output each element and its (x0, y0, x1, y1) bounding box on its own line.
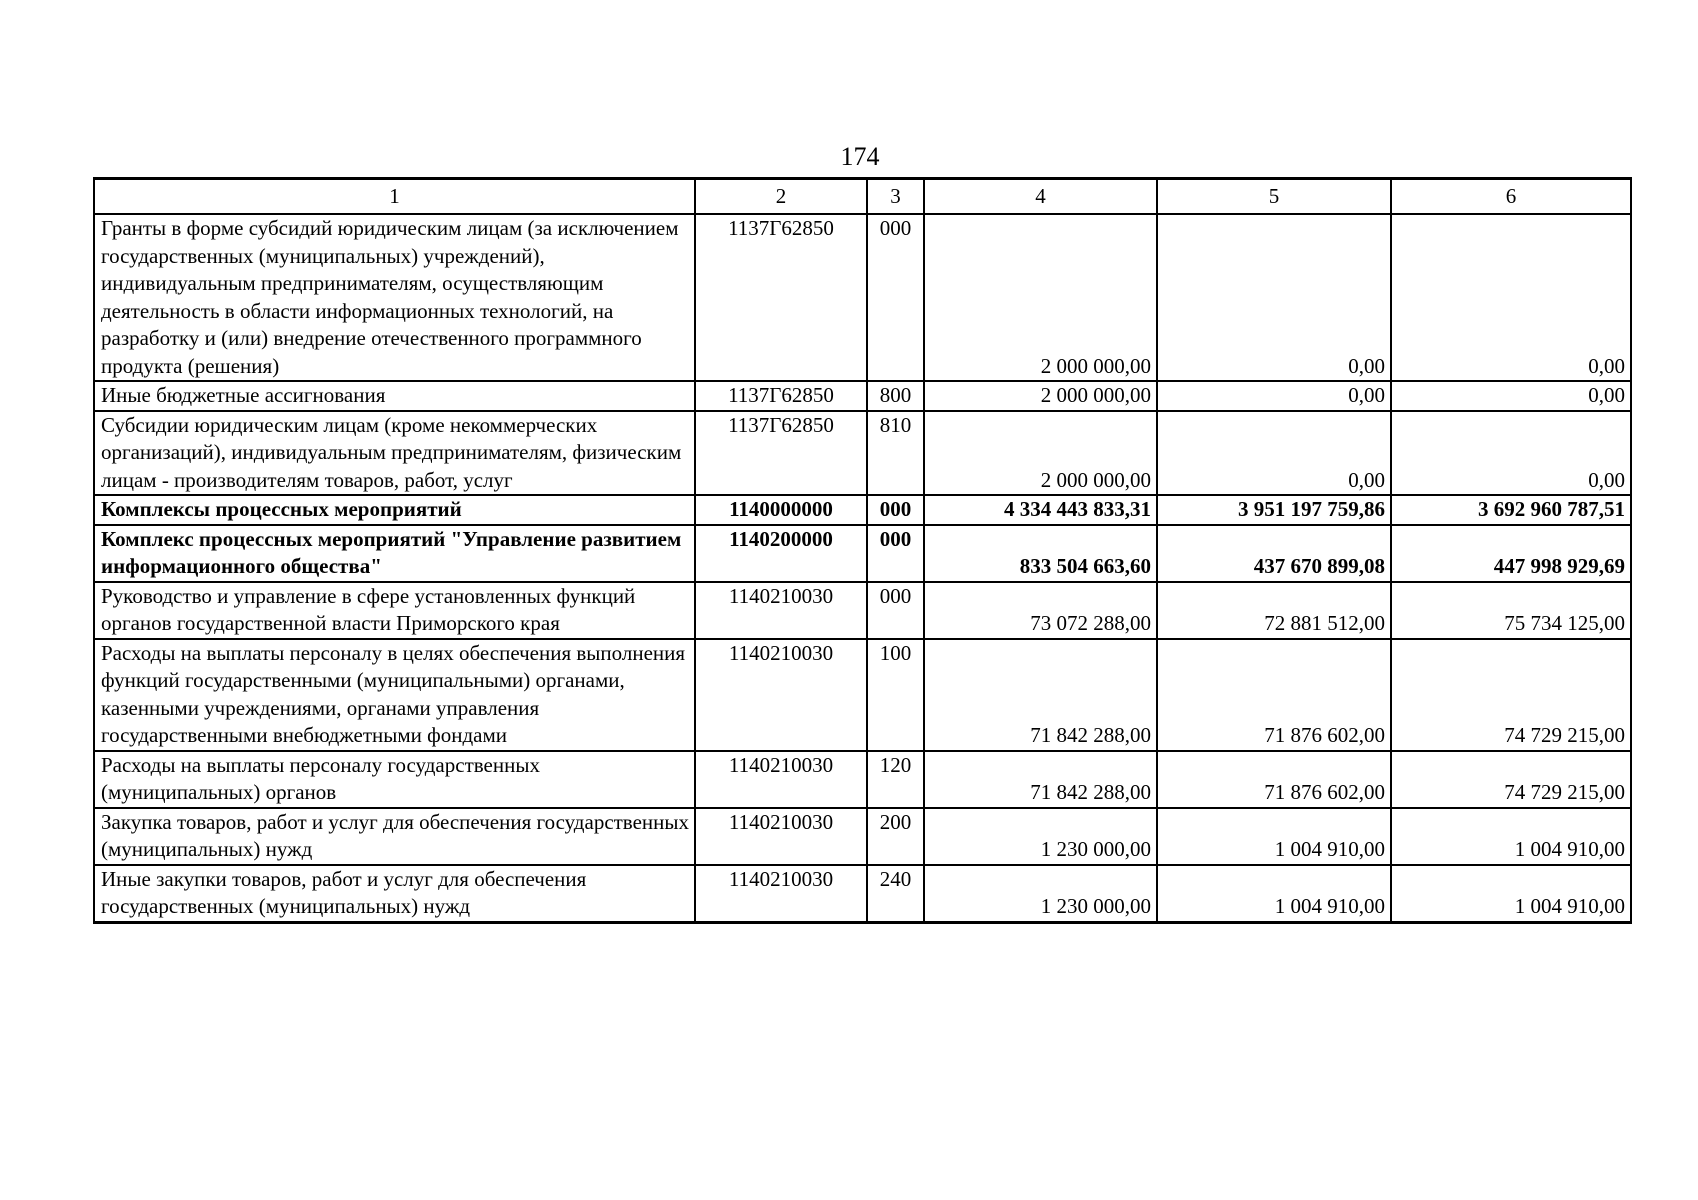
row-amount-col6: 74 729 215,00 (1391, 751, 1631, 808)
row-name: Гранты в форме субсидий юридическим лицам (за исключением государственных (муниципальных) учреждений), индивидуальным предпринимателям, осуществляющим деятельность в области информационных технологий, на разработку и (или) внедрение отечественного программного продукта (решения) (94, 214, 695, 381)
row-name: Комплекс процессных мероприятий "Управление развитием информационного общества" (94, 525, 695, 582)
row-target-code: 1140210030 (695, 751, 867, 808)
table-row (94, 381, 1631, 411)
row-target-code: 1137Г62850 (695, 381, 867, 411)
row-name: Закупка товаров, работ и услуг для обеспечения государственных (муниципальных) нужд (94, 808, 695, 865)
table-row (94, 214, 1631, 381)
row-name: Расходы на выплаты персоналу государственных (муниципальных) органов (94, 751, 695, 808)
row-amount-col5: 1 004 910,00 (1157, 808, 1391, 865)
table-row (94, 411, 1631, 496)
row-target-code: 1140000000 (695, 495, 867, 525)
column-header-6: 6 (1391, 179, 1631, 215)
row-amount-col4: 73 072 288,00 (924, 582, 1157, 639)
row-name: Комплексы процессных мероприятий (94, 495, 695, 525)
column-header-2: 2 (695, 179, 867, 215)
row-amount-col6: 0,00 (1391, 411, 1631, 496)
row-name: Субсидии юридическим лицам (кроме некоммерческих организаций), индивидуальным предпринимателям, физическим лицам - производителям товаров, работ, услуг (94, 411, 695, 496)
row-amount-col5: 0,00 (1157, 381, 1391, 411)
column-header-3: 3 (867, 179, 924, 215)
row-amount-col4: 833 504 663,60 (924, 525, 1157, 582)
page-number: 174 (840, 142, 880, 171)
row-expense-type: 240 (867, 865, 924, 923)
row-expense-type: 200 (867, 808, 924, 865)
row-amount-col4: 2 000 000,00 (924, 411, 1157, 496)
row-amount-col4: 4 334 443 833,31 (924, 495, 1157, 525)
row-target-code: 1140210030 (695, 808, 867, 865)
table-row (94, 751, 1631, 808)
row-amount-col6: 0,00 (1391, 381, 1631, 411)
row-amount-col5: 0,00 (1157, 411, 1391, 496)
row-amount-col4: 71 842 288,00 (924, 639, 1157, 751)
table-row-subtotal (94, 495, 1631, 525)
row-amount-col5: 3 951 197 759,86 (1157, 495, 1391, 525)
row-expense-type: 000 (867, 214, 924, 381)
row-amount-col4: 2 000 000,00 (924, 214, 1157, 381)
table-row-subtotal (94, 525, 1631, 582)
row-amount-col5: 71 876 602,00 (1157, 751, 1391, 808)
row-amount-col6: 3 692 960 787,51 (1391, 495, 1631, 525)
row-expense-type: 000 (867, 495, 924, 525)
row-target-code: 1140210030 (695, 582, 867, 639)
column-header-1: 1 (94, 179, 695, 215)
row-expense-type: 000 (867, 525, 924, 582)
table-row (94, 582, 1631, 639)
row-amount-col6: 1 004 910,00 (1391, 865, 1631, 923)
row-expense-type: 000 (867, 582, 924, 639)
row-expense-type: 120 (867, 751, 924, 808)
row-amount-col4: 1 230 000,00 (924, 865, 1157, 923)
row-amount-col6: 447 998 929,69 (1391, 525, 1631, 582)
table-row (94, 865, 1631, 923)
table-header-row (94, 179, 1631, 215)
column-header-5: 5 (1157, 179, 1391, 215)
column-header-4: 4 (924, 179, 1157, 215)
row-amount-col6: 75 734 125,00 (1391, 582, 1631, 639)
table-row (94, 639, 1631, 751)
row-target-code: 1140200000 (695, 525, 867, 582)
row-amount-col6: 1 004 910,00 (1391, 808, 1631, 865)
row-amount-col4: 71 842 288,00 (924, 751, 1157, 808)
row-name: Иные закупки товаров, работ и услуг для обеспечения государственных (муниципальных) нужд (94, 865, 695, 923)
row-expense-type: 100 (867, 639, 924, 751)
row-name: Руководство и управление в сфере установленных функций органов государственной власти Приморского края (94, 582, 695, 639)
row-target-code: 1137Г62850 (695, 411, 867, 496)
row-amount-col6: 0,00 (1391, 214, 1631, 381)
row-amount-col5: 437 670 899,08 (1157, 525, 1391, 582)
row-target-code: 1137Г62850 (695, 214, 867, 381)
row-target-code: 1140210030 (695, 639, 867, 751)
row-name: Иные бюджетные ассигнования (94, 381, 695, 411)
row-amount-col4: 2 000 000,00 (924, 381, 1157, 411)
table-row (94, 808, 1631, 865)
row-amount-col5: 71 876 602,00 (1157, 639, 1391, 751)
row-amount-col5: 72 881 512,00 (1157, 582, 1391, 639)
row-amount-col5: 0,00 (1157, 214, 1391, 381)
row-target-code: 1140210030 (695, 865, 867, 923)
row-expense-type: 800 (867, 381, 924, 411)
row-name: Расходы на выплаты персоналу в целях обеспечения выполнения функций государственными (муниципальными) органами, казенными учреждениями, органами управления государственными внебюджетными фондами (94, 639, 695, 751)
budget-table (93, 177, 1632, 924)
row-amount-col6: 74 729 215,00 (1391, 639, 1631, 751)
row-amount-col5: 1 004 910,00 (1157, 865, 1391, 923)
row-expense-type: 810 (867, 411, 924, 496)
row-amount-col4: 1 230 000,00 (924, 808, 1157, 865)
